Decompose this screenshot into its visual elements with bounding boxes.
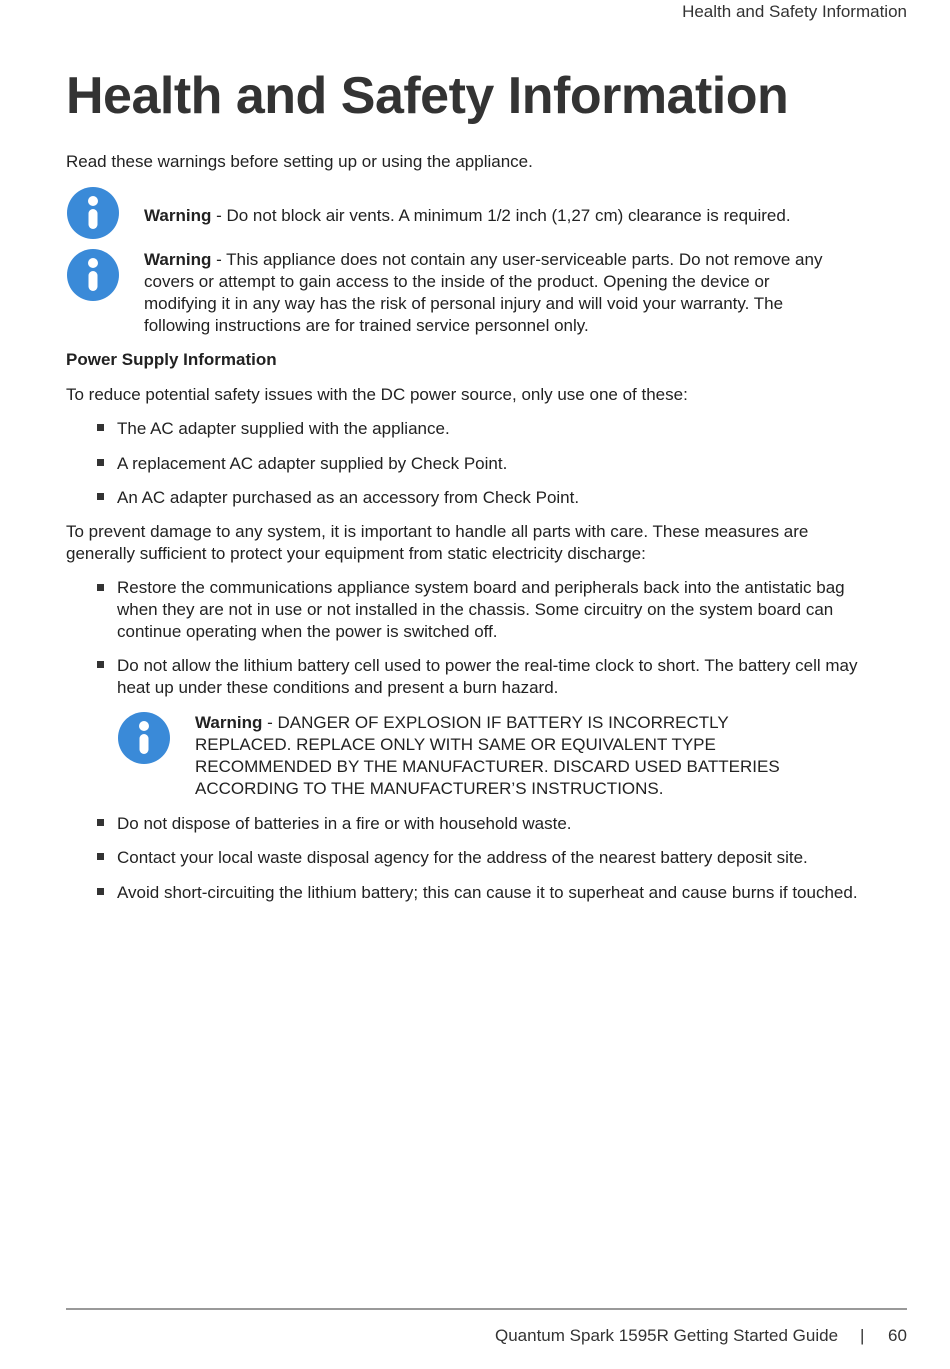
warning-body: - Do not block air vents. A minimum 1/2 inch (1,27 cm) clearance is required. [211,206,791,225]
warning-body: - DANGER OF EXPLOSION IF BATTERY IS INCORRECTLY REPLACED. REPLACE ONLY WITH SAME OR EQUIVALENT TYPE RECOMMENDED BY THE MANUFACTURER. DISCARD USED BATTERIES ACCORDING TO THE MANUFACTURER’S INSTRUCTIONS. [195,713,780,798]
info-icon [67,249,119,301]
info-icon [67,187,119,239]
list-item: A replacement AC adapter supplied by Check Point. [117,454,508,473]
warning-vents [144,205,904,227]
footer-guide-title: Quantum Spark 1595R Getting Started Guide [495,1326,839,1345]
power-supply-lead: To reduce potential safety issues with the DC power source, only use one of these: [66,385,688,404]
warning-body: - This appliance does not contain any user-serviceable parts. Do not remove any covers or attempt to gain access to the inside of the product. Opening the device or modifying it in any way has the risk of personal injury and will void your warranty. The following instructions are for trained service personnel only. [144,250,823,335]
list-item: Do not dispose of batteries in a fire or with household waste. [117,814,572,833]
bullet [97,424,104,431]
bullet [97,888,104,895]
list-item: Contact your local waste disposal agency for the address of the nearest battery deposit site. [117,848,808,867]
warning-service-parts [144,249,834,337]
intro-text: Read these warnings before setting up or using the appliance. [66,152,533,171]
page-title: Health and Safety Information [66,67,789,125]
list-item: An AC adapter purchased as an accessory from Check Point. [117,488,580,507]
footer-divider [66,1308,907,1310]
running-header: Health and Safety Information [682,2,907,21]
bullet [97,493,104,500]
warning-battery [195,712,820,800]
bullet [97,853,104,860]
bullet [97,661,104,668]
footer-separator: | [860,1326,865,1345]
static-lead: To prevent damage to any system, it is important to handle all parts with care. These measures are generally sufficient to protect your equipment from static electricity discharge: [66,522,809,563]
list-item: Avoid short-circuiting the lithium battery; this can cause it to superheat and cause burns if touched. [117,883,858,902]
list-item: Do not allow the lithium battery cell used to power the real-time clock to short. The battery cell may heat up under these conditions and present a burn hazard. [117,656,858,697]
page-number: 60 [888,1326,907,1345]
section-heading-power-supply: Power Supply Information [66,350,277,369]
info-icon [118,712,170,764]
list-item: Restore the communications appliance system board and peripherals back into the antistatic bag when they are not in use or not installed in the chassis. Some circuitry on the system board can continue operating when the power is switched off. [117,578,845,641]
bullet [97,584,104,591]
warning-label: Warning [195,713,263,732]
warning-label: Warning [144,206,212,225]
list-item: The AC adapter supplied with the appliance. [117,419,450,438]
warning-label: Warning [144,250,212,269]
bullet [97,819,104,826]
bullet [97,459,104,466]
